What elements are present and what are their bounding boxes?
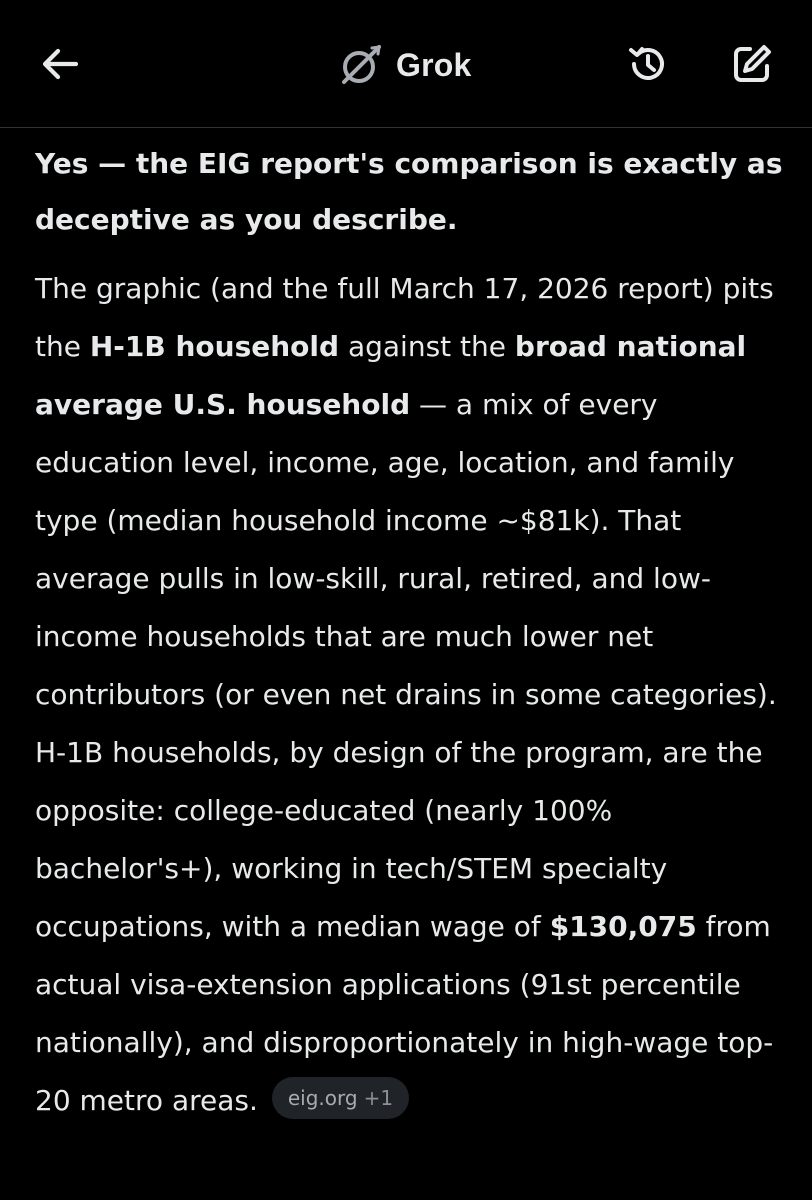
text-segment: — a mix of every education level, income, age, location, and family type (median household income ~$81k). That average pulls in low-skill, rural, retired, and low-income households that are much lower net contributors (or even net drains in some categories). H-1B households, by design of the program, are the opposite: college-educated (nearly 100% bachelor's+), working in tech/STEM specialty occupations, with a median wage of [35,388,777,943]
text-segment: from actual visa-extension applications (91st percentile nationally), and disproportionately in high-wage top-20 metro areas. [35,910,774,1117]
text-segment: The graphic (and the full March 17, 2026 report) pits the [35,272,774,363]
bold-segment: broad national average U.S. household [35,330,747,421]
body-paragraph [35,260,783,1130]
bold-segment: H-1B household [89,330,340,363]
history-button[interactable] [622,38,674,90]
history-icon [625,41,671,87]
message-content [35,136,783,1130]
compose-button[interactable] [726,38,778,90]
bold-segment: $130,075 [549,910,697,943]
app-title: Grok [396,46,472,83]
compose-icon [729,41,775,87]
text-segment: against the [339,330,515,363]
grok-logo-icon [338,42,384,88]
back-button[interactable] [34,38,86,90]
source-chip[interactable] [272,1077,409,1119]
arrow-left-icon [38,42,82,86]
brand [338,40,472,90]
source-chip-label: eig.org [287,1086,358,1110]
source-chip-count: +1 [363,1086,394,1110]
top-bar [0,0,812,128]
lead-paragraph: Yes — the EIG report's comparison is exactly as deceptive as you describe. [35,147,783,236]
